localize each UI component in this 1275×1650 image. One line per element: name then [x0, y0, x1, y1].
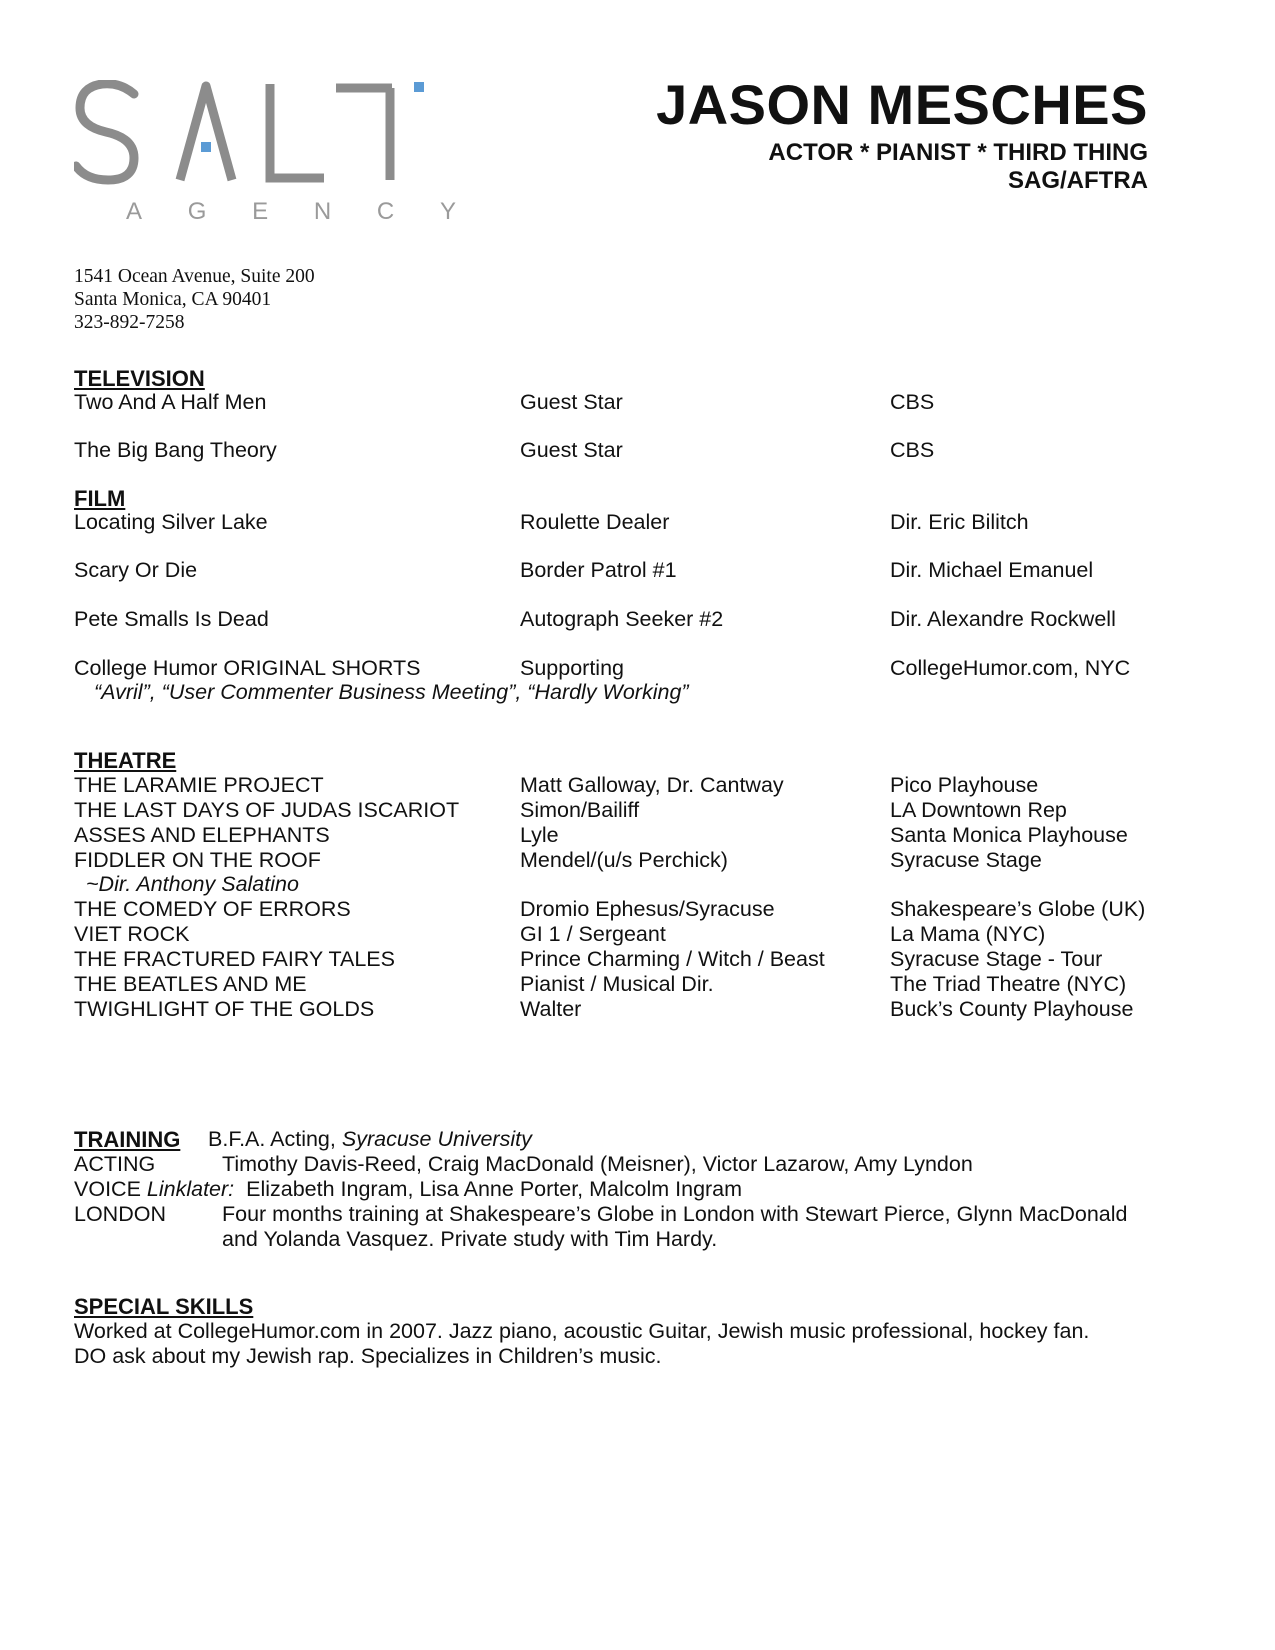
logo-agency-text	[126, 198, 456, 226]
credit-row	[0, 972, 1275, 997]
credit-role: Guest Star	[520, 390, 623, 414]
training-school: Syracuse University	[341, 1127, 532, 1151]
training-degree: B.F.A. Acting,	[208, 1127, 336, 1151]
credit-row	[0, 897, 1275, 922]
credit-venue: Syracuse Stage - Tour	[890, 947, 1103, 971]
credit-row	[0, 390, 1275, 415]
credit-title: College Humor ORIGINAL SHORTS	[74, 656, 421, 680]
credit-role: Roulette Dealer	[520, 510, 670, 534]
credit-title: ASSES AND ELEPHANTS	[74, 823, 330, 847]
credit-title: Scary Or Die	[74, 558, 198, 582]
training-label: VOICE	[74, 1177, 141, 1201]
union-affiliation: SAG/AFTRA	[1008, 167, 1148, 194]
credit-row	[0, 607, 1275, 632]
address-city: Santa Monica, CA 90401	[74, 289, 272, 310]
logo-letter: G	[187, 198, 207, 225]
credit-role: Walter	[520, 997, 582, 1021]
credit-venue: CollegeHumor.com, NYC	[890, 656, 1131, 680]
salt-agency-logo	[74, 80, 456, 230]
training-voice-method: Linklater:	[146, 1177, 235, 1201]
credit-title: Pete Smalls Is Dead	[74, 607, 269, 631]
credit-row	[0, 558, 1275, 583]
credit-role: Matt Galloway, Dr. Cantway	[520, 773, 784, 797]
credit-row	[0, 656, 1275, 681]
agency-address	[74, 265, 315, 334]
credit-title: THE LAST DAYS OF JUDAS ISCARIOT	[74, 798, 460, 822]
credit-venue: Dir. Eric Bilitch	[890, 510, 1029, 534]
address-phone: 323-892-7258	[74, 312, 185, 333]
actor-tagline: ACTOR * PIANIST * THIRD THING	[768, 139, 1148, 166]
logo-letter: E	[252, 198, 269, 225]
credit-title: Locating Silver Lake	[74, 510, 268, 534]
credit-venue: Santa Monica Playhouse	[890, 823, 1128, 847]
section-heading-training: TRAINING	[74, 1127, 181, 1152]
credit-row	[0, 947, 1275, 972]
credit-title: The Big Bang Theory	[74, 438, 277, 462]
logo-letter: A	[126, 198, 143, 225]
training-acting-row	[74, 1152, 1204, 1177]
credit-title: VIET ROCK	[74, 922, 190, 946]
fiddler-director-note: ~Dir. Anthony Salatino	[86, 872, 299, 896]
logo-letter: N	[313, 198, 332, 225]
credit-title: THE BEATLES AND ME	[74, 972, 307, 996]
credit-role: Autograph Seeker #2	[520, 607, 724, 631]
credit-venue: Dir. Alexandre Rockwell	[890, 607, 1116, 631]
credit-venue: CBS	[890, 438, 935, 462]
credit-venue: Pico Playhouse	[890, 773, 1039, 797]
credit-role: Border Patrol #1	[520, 558, 677, 582]
skills-line: Worked at CollegeHumor.com in 2007. Jazz piano, acoustic Guitar, Jewish music professional, hockey fan.	[74, 1319, 1090, 1343]
credit-row	[0, 798, 1275, 823]
training-value: Timothy Davis-Reed, Craig MacDonald (Meisner), Victor Lazarow, Amy Lyndon	[222, 1152, 973, 1176]
section-heading-theatre: THEATRE	[74, 748, 177, 773]
credit-venue: LA Downtown Rep	[890, 798, 1067, 822]
training-value: Four months training at Shakespeare’s Globe in London with Stewart Pierce, Glynn MacDonald	[222, 1202, 1128, 1226]
credit-venue: Dir. Michael Emanuel	[890, 558, 1094, 582]
credit-row	[0, 438, 1275, 463]
credit-row	[0, 997, 1275, 1022]
skills-line: DO ask about my Jewish rap. Specializes in Children’s music.	[74, 1344, 662, 1368]
credit-title: THE LARAMIE PROJECT	[74, 773, 324, 797]
film-shorts-note: “Avril”, “User Commenter Business Meeting”, “Hardly Working”	[94, 680, 689, 704]
actor-name: JASON MESCHES	[656, 73, 1148, 136]
training-value-continued: and Yolanda Vasquez. Private study with Tim Hardy.	[222, 1227, 718, 1251]
credit-role: Mendel/(u/s Perchick)	[520, 848, 728, 872]
credit-row	[0, 922, 1275, 947]
credit-title: THE FRACTURED FAIRY TALES	[74, 947, 395, 971]
section-heading-television: TELEVISION	[74, 366, 205, 391]
credit-row	[0, 823, 1275, 848]
training-label: ACTING	[74, 1152, 156, 1176]
credit-venue: Buck’s County Playhouse	[890, 997, 1134, 1021]
credit-role: Prince Charming / Witch / Beast	[520, 947, 825, 971]
training-value: Elizabeth Ingram, Lisa Anne Porter, Malcolm Ingram	[246, 1177, 743, 1201]
credit-venue: La Mama (NYC)	[890, 922, 1046, 946]
logo-letter: C	[376, 198, 395, 225]
credit-role: Guest Star	[520, 438, 623, 462]
credit-role: Supporting	[520, 656, 624, 680]
special-skills-text	[74, 1319, 1184, 1369]
credit-title: Two And A Half Men	[74, 390, 267, 414]
credit-role: Dromio Ephesus/Syracuse	[520, 897, 775, 921]
training-heading-row	[74, 1127, 1204, 1152]
credit-venue: CBS	[890, 390, 935, 414]
credit-title: TWIGHLIGHT OF THE GOLDS	[74, 997, 375, 1021]
section-heading-special-skills: SPECIAL SKILLS	[74, 1294, 254, 1319]
credit-role: Pianist / Musical Dir.	[520, 972, 714, 996]
credit-title: THE COMEDY OF ERRORS	[74, 897, 351, 921]
credit-row	[0, 848, 1275, 873]
credit-venue: The Triad Theatre (NYC)	[890, 972, 1127, 996]
salt-logo-mark	[74, 80, 434, 190]
section-heading-film: FILM	[74, 486, 126, 511]
credit-role: Simon/Bailiff	[520, 798, 640, 822]
credit-role: Lyle	[520, 823, 559, 847]
training-label: LONDON	[74, 1202, 166, 1226]
credit-venue: Shakespeare’s Globe (UK)	[890, 897, 1146, 921]
credit-venue: Syracuse Stage	[890, 848, 1042, 872]
credit-row	[0, 773, 1275, 798]
credit-title: FIDDLER ON THE ROOF	[74, 848, 321, 872]
address-street: 1541 Ocean Avenue, Suite 200	[74, 266, 315, 287]
training-voice-row	[74, 1177, 1204, 1202]
credit-row	[0, 510, 1275, 535]
training-london-row	[74, 1202, 1204, 1252]
logo-letter: Y	[439, 198, 456, 225]
credit-role: GI 1 / Sergeant	[520, 922, 666, 946]
